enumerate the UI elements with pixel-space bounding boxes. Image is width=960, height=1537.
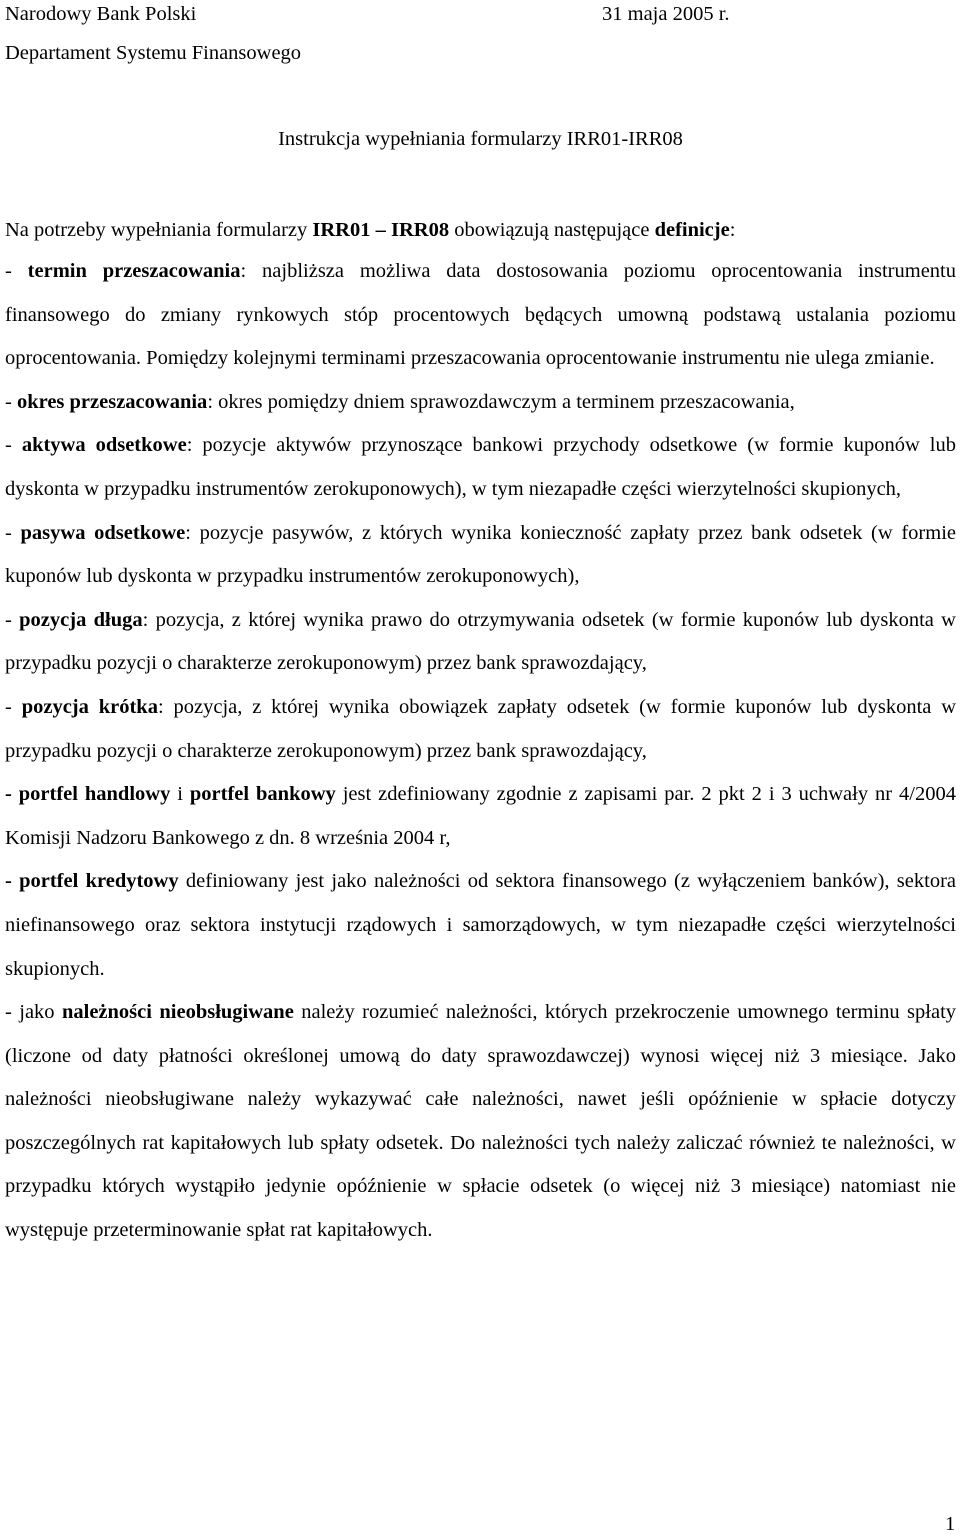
def-prefix: - — [5, 434, 22, 457]
def-term: pozycja krótka — [21, 695, 158, 718]
definitions-list — [5, 250, 956, 1253]
definition-naleznosci-nieobslugiwane — [5, 991, 956, 1253]
def-term: - portfel kredytowy — [5, 870, 179, 893]
definition-aktywa-odsetkowe — [5, 424, 956, 511]
def-text: definiowany jest jako należności od sektora finansowego (z wyłączeniem banków), sektora niefinansowego oraz sektora instytucji rządowych i samorządowych, w tym niezapadłe części wierzytelności skupionych. — [5, 870, 957, 980]
definition-pozycja-dluga — [5, 599, 956, 686]
def-prefix: - — [5, 608, 20, 631]
definition-termin-przeszacowania — [5, 250, 956, 381]
def-term: - portfel handlowy — [5, 783, 171, 806]
intro-definitions-label: definicje — [654, 219, 730, 241]
intro-paragraph — [5, 209, 956, 252]
def-text: i — [170, 783, 190, 806]
def-term: okres przeszacowania — [16, 390, 208, 413]
def-prefix: - — [5, 695, 22, 718]
page-number: 1 — [945, 1513, 956, 1535]
def-text: : pozycja, z której wynika obowiązek zapłaty odsetek (w formie kuponów lub dyskonta w przypadku pozycji o charakterze zerokuponowym) przez bank sprawozdający, — [5, 695, 957, 762]
def-prefix: - — [5, 390, 17, 413]
intro-text: obowiązują następujące — [449, 219, 655, 241]
intro-form-range: IRR01 – IRR08 — [312, 219, 450, 241]
definition-pozycja-krotka — [5, 686, 956, 773]
definition-pasywa-odsetkowe — [5, 512, 956, 599]
def-term: należności nieobsługiwane — [61, 1001, 294, 1024]
def-prefix: - — [5, 521, 21, 544]
def-text: : najbliższa możliwa data dostosowania poziomu oprocentowania instrumentu finansowego do zmiany rynkowych stóp procentowych będących umowną podstawą ustalania poziomu oprocentowania. Pomiędzy kolejnymi terminami przeszacowania oprocentowanie instrumentu nie ulega zmianie. — [5, 260, 956, 370]
def-term: pozycja długa — [19, 608, 143, 631]
def-text: : okres pomiędzy dniem sprawozdawczym a terminem przeszacowania, — [207, 390, 795, 413]
def-term: pasywa odsetkowe — [20, 521, 186, 544]
document-date: 31 maja 2005 r. — [602, 3, 730, 25]
def-text: : pozycje aktywów przynoszące bankowi przychody odsetkowe (w formie kuponów lub dyskonta w przypadku instrumentów zerokuponowych), w tym niezapadłe części wierzytelności skupionych, — [5, 434, 956, 500]
def-term: aktywa odsetkowe — [21, 434, 187, 457]
def-text: : pozycja, z której wynika prawo do otrzymywania odsetek (w formie kuponów lub dyskonta w przypadku pozycji o charakterze zerokuponowym) przez bank sprawozdający, — [5, 608, 956, 675]
definition-portfel-kredytowy — [5, 860, 956, 991]
institution-name: Narodowy Bank Polski — [5, 3, 197, 25]
intro-text: Na potrzeby wypełniania formularzy — [5, 219, 313, 241]
document-title: Instrukcja wypełniania formularzy IRR01-IRR08 — [278, 128, 683, 150]
intro-text: : — [729, 219, 736, 241]
def-text: jest zdefiniowany zgodnie z zapisami par. 2 pkt 2 i 3 uchwały nr 4/2004 Komisji Nadzoru Bankowego z dn. 8 września 2004 r, — [5, 783, 956, 849]
def-term: termin przeszacowania — [27, 260, 241, 282]
def-prefix: - — [5, 260, 28, 282]
def-text: : pozycje pasywów, z których wynika konieczność zapłaty przez bank odsetek (w formie kuponów lub dyskonta w przypadku instrumentów zerokuponowych), — [5, 521, 956, 588]
def-term: portfel bankowy — [189, 783, 336, 806]
department-name: Departament Systemu Finansowego — [5, 42, 302, 64]
header-row — [5, 3, 956, 29]
def-text: należy rozumieć należności, których przekroczenie umownego terminu spłaty (liczone od daty płatności określonej umową do daty sprawozdawczej) wynosi więcej niż 3 miesiące. Jako należności nieobsługiwane należy wykazywać całe należności, nawet jeśli opóźnienie w spłacie dotyczy poszczególnych rat kapitałowych lub spłaty odsetek. Do należności tych należy zaliczać również te należności, w przypadku których wystąpiło jedynie opóźnienie w spłacie odsetek (o więcej niż 3 miesiące) natomiast nie występuje przeterminowanie spłat rat kapitałowych. — [5, 1001, 957, 1242]
definition-okres-przeszacowania — [5, 381, 956, 425]
def-text: - jako — [5, 1001, 62, 1024]
definition-portfel-handlowy — [5, 773, 956, 860]
